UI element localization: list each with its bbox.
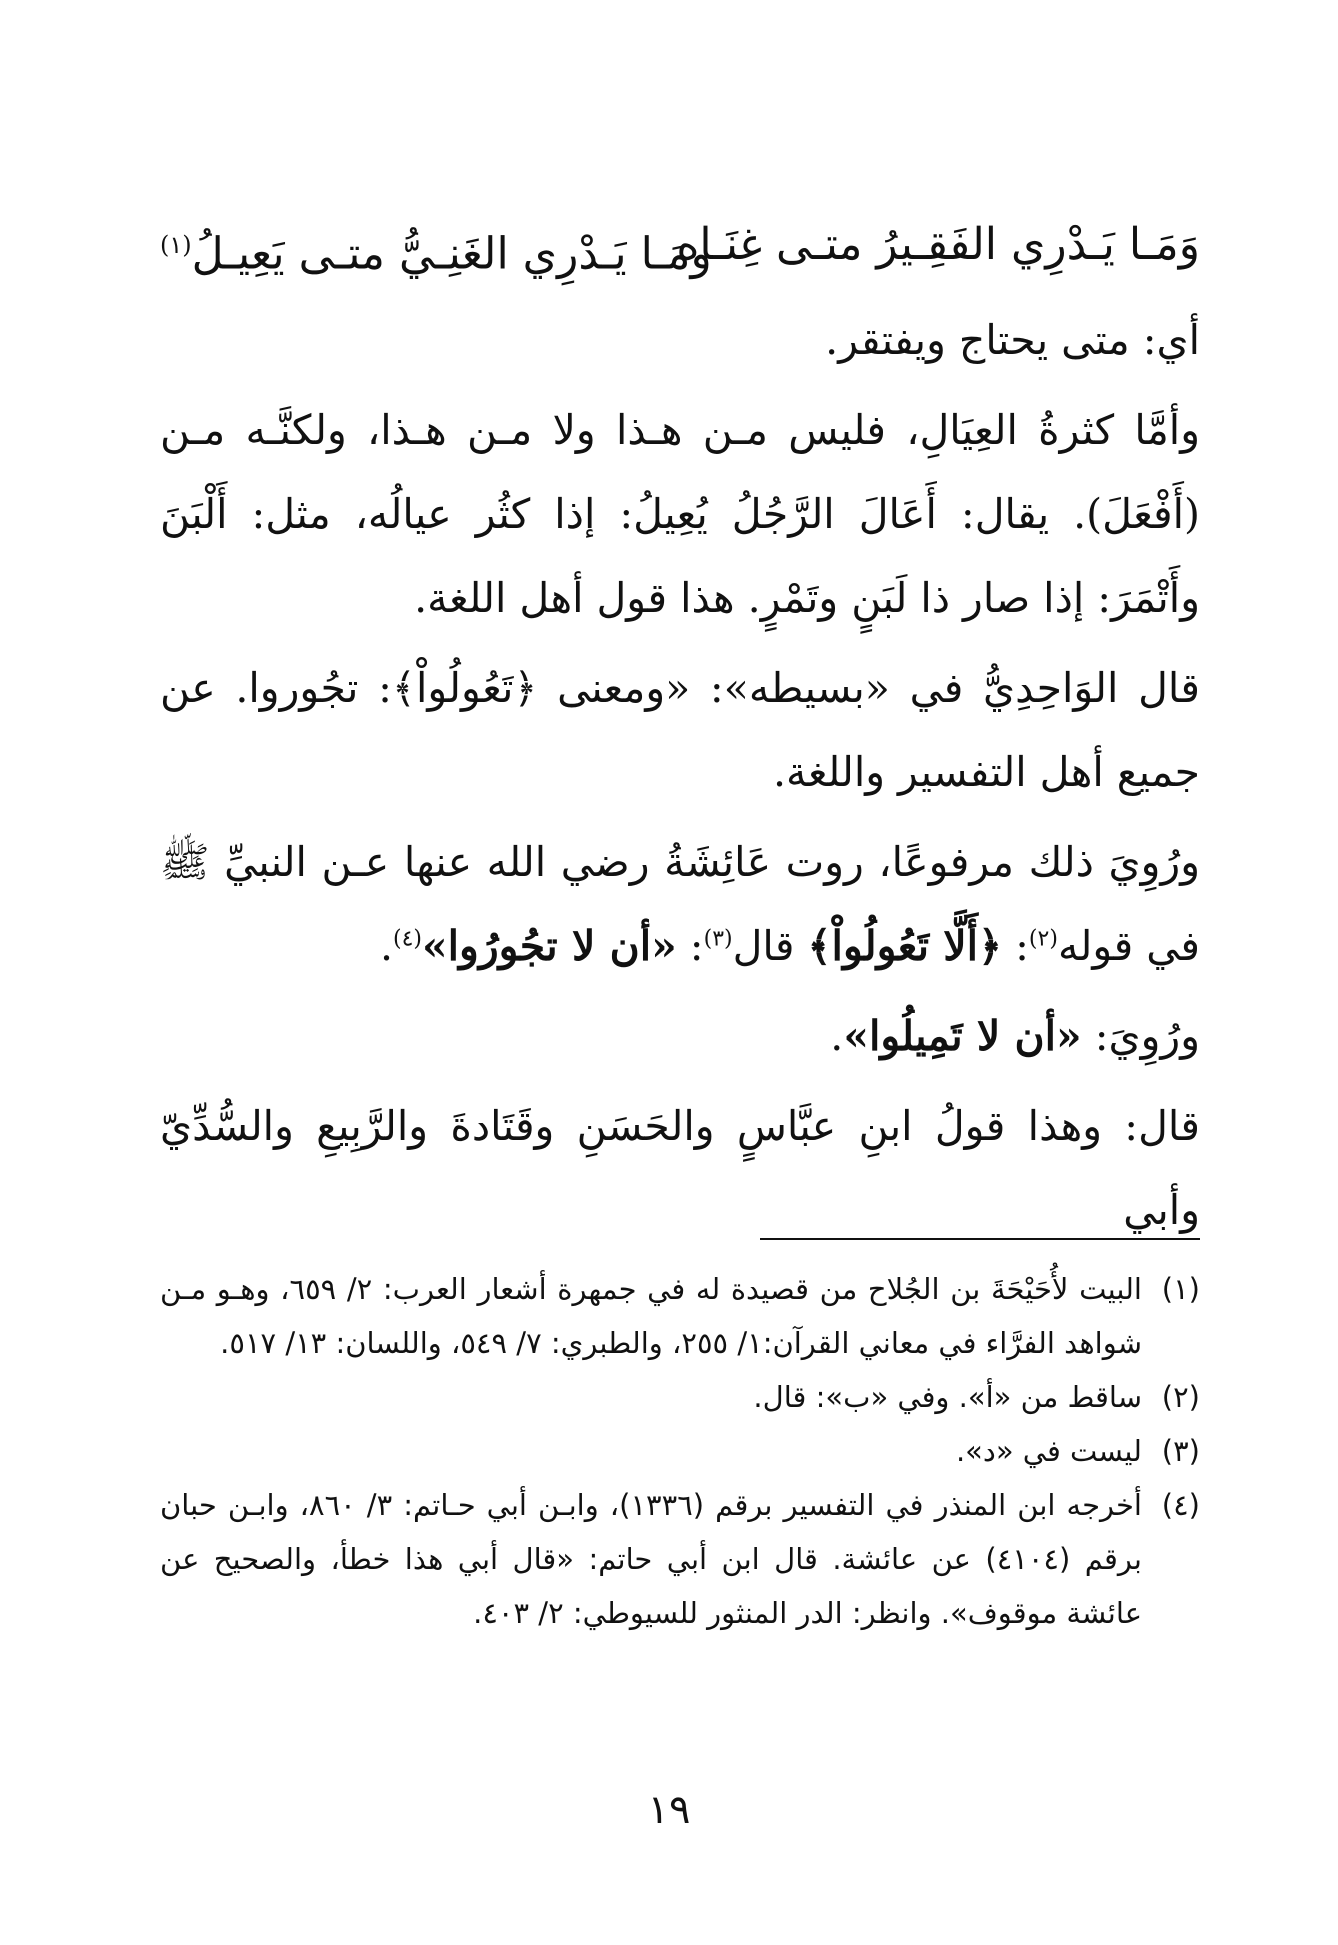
paragraph-wahidi-quote: قال الوَاحِدِيُّ في «بسيطه»: «ومعنى ﴿تَعُولُواْ﴾: تجُوروا. عن جميع أهل التفسير واللغة. (160, 664, 1200, 796)
footnote-ref-1: (١) (160, 231, 192, 259)
footnote-2 (160, 1370, 1200, 1424)
footnote-number: (١) (1161, 1272, 1200, 1306)
footnote-number: (٣) (1161, 1434, 1200, 1468)
paragraph-aisha-narration (160, 820, 1200, 988)
poetry-verse (160, 205, 1200, 285)
hadith-quote: «أن لا تجُورُوا» (422, 922, 677, 970)
verse-second-hemistich-text: ومَـا يَـدْرِي الغَنِـيُّ متـى يَعِيـلُ (191, 228, 712, 280)
alt-narration-text-a: ورُوِيَ: (1081, 1012, 1200, 1060)
footnote-text: أخرجه ابن المنذر في التفسير برقم (١٣٣٦)، وابـن أبي حـاتم: ٣/ ٨٦٠، وابـن حبان برقم (٤١٠٤) عن عائشة. قال ابن أبي حاتم: «قال أبي هذا خطأ، والصحيح عن عائشة موقوف». وانظر: الدر المنثور للسيوطي: ٢/ ٤٠٣. (160, 1488, 1142, 1630)
narration-text-e: . (379, 922, 393, 970)
footnote-1 (160, 1262, 1200, 1370)
footnote-ref-4: (٤) (392, 926, 422, 952)
footnote-ref-2: (٢) (1028, 926, 1058, 952)
footnotes (160, 1262, 1200, 1640)
footnote-number: (٢) (1161, 1380, 1200, 1414)
alt-hadith-quote: «أن لا تَمِيلُوا» (843, 1012, 1082, 1060)
footnote-text: ليست في «د». (955, 1434, 1142, 1468)
narration-text-c: قال (732, 922, 808, 970)
footnote-4 (160, 1478, 1200, 1640)
footnote-text: البيت لأُحَيْحَةَ بن الجُلاح من قصيدة له في جمهرة أشعار العرب: ٢/ ٦٥٩، وهـو مـن شواهد الفرَّاء في معاني القرآن:١/ ٢٥٥، والطبري: ٧/ ٥٤٩، واللسان: ١٣/ ٥١٧. (160, 1272, 1142, 1360)
paragraph-authorities: قال: وهذا قولُ ابنِ عبَّاسٍ والحَسَنِ وقَتَادةَ والرَّبِيعِ والسُّدِّيّ وأبي (160, 1102, 1200, 1234)
main-text (160, 298, 1200, 1258)
footnote-3 (160, 1424, 1200, 1478)
narration-text-a: ورُوِيَ ذلك مرفوعًا، روت عَائِشَةُ رضي الله عنها عـن النبيِّ ﷺ في قوله (160, 838, 1200, 970)
paragraph-meaning: أي: متى يحتاج ويفتقر. (825, 316, 1200, 364)
footnote-number: (٤) (1161, 1488, 1200, 1522)
page-number: ١٩ (647, 1787, 691, 1833)
footnote-ref-3: (٣) (703, 926, 733, 952)
paragraph-kathrat-al-iyal: وأمَّا كثرةُ العِيَالِ، فليس مـن هـذا ولا مـن هـذا، ولكنَّـه مـن (أَفْعَلَ). يقال: أَعَالَ الرَّجُلُ يُعِيلُ: إذا كثُر عيالُه، مثل: أَلْبَنَ وأَتْمَرَ: إذا صار ذا لَبَنٍ وتَمْرٍ. هذا قول أهل اللغة. (160, 406, 1200, 622)
footnote-text: ساقط من «أ». وفي «ب»: قال. (753, 1380, 1142, 1414)
paragraph-alt-narration (160, 994, 1200, 1078)
narration-text-b: : (1002, 922, 1029, 970)
footnote-divider (760, 1238, 1200, 1240)
alt-narration-text-b: . (830, 1012, 844, 1060)
verse-second-hemistich (160, 205, 712, 295)
quran-verse-quote: ﴿أَلَّا تَعُولُواْ﴾ (807, 922, 1003, 970)
verse-first-hemistich: وَمَـا يَـدْرِي الفَقِـيرُ متـى غِنَـاه (676, 219, 1200, 270)
narration-text-d: : (676, 922, 704, 970)
